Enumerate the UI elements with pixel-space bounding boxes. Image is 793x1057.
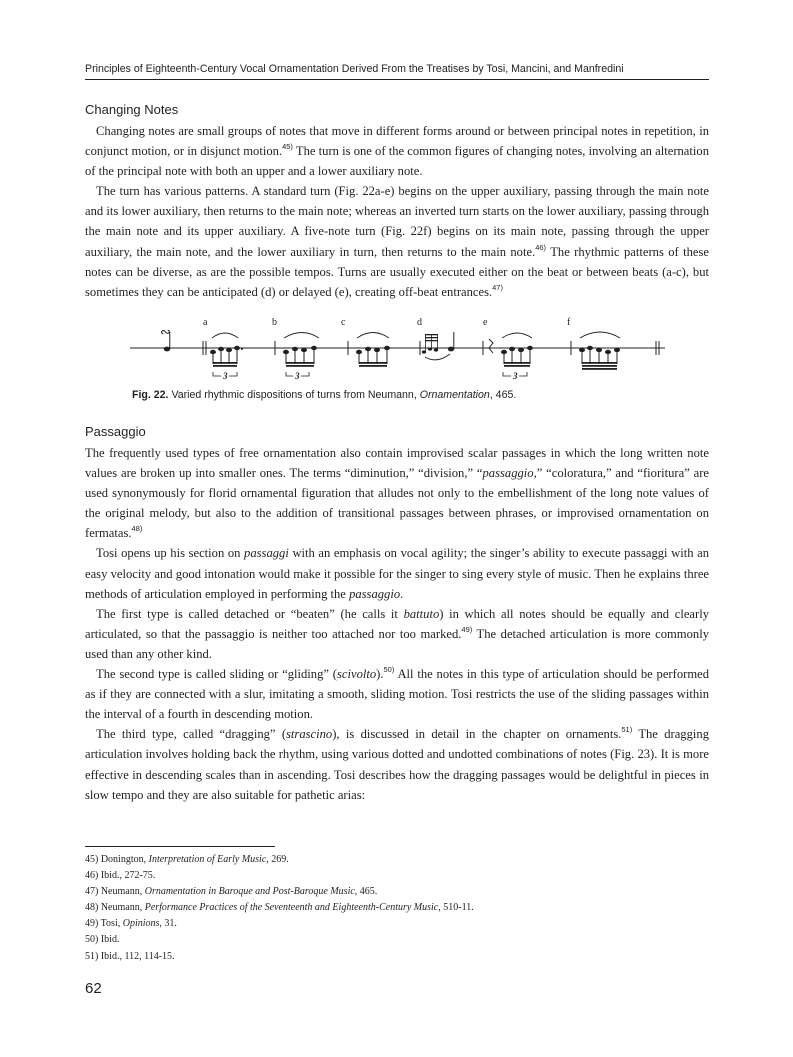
beam <box>286 365 314 367</box>
footnote-ref: 47) <box>492 282 503 292</box>
footnote-text: 48) Neumann, <box>85 902 145 914</box>
figure-22-caption <box>132 389 516 401</box>
footnote-text: , 31. <box>159 918 177 930</box>
caption-label: Fig. 22. <box>132 389 169 401</box>
footnote-title: Interpretation of Early Music <box>148 854 267 865</box>
slur <box>502 333 532 338</box>
tuplet-number: 3 <box>513 371 518 381</box>
footnote-text: 49) Tosi, <box>85 918 123 930</box>
section-title-passaggio: Passaggio <box>85 424 146 439</box>
italic-term: scivolto <box>336 667 377 682</box>
caption-text: , 465. <box>489 389 517 401</box>
figure-label: b <box>272 317 277 328</box>
beam <box>359 362 387 364</box>
beam <box>425 340 438 341</box>
text-run: The turn has various patterns. A standard turn (Fig. 22a-e) begins on the upper auxiliary, passing through the main note and its lower auxiliary, then returns to the main note; whereas an inverted turn starts on the lower auxiliary, passing through the main note and its upper auxiliary. A five-note turn (Fig. 22f) begins on its main note, passing through the upper auxiliary, the main note, and the lower auxiliary in turn, then returns to the main note. <box>85 184 709 259</box>
paragraph <box>85 604 709 664</box>
footnote-ref: 46) <box>535 242 547 252</box>
note-head <box>164 347 170 352</box>
text-run: The first type is called detached or “beaten” (he calls it <box>96 606 404 621</box>
rest <box>489 339 493 353</box>
beam <box>213 365 237 367</box>
figure-label: f <box>567 317 571 328</box>
beam <box>425 337 438 338</box>
footnote-ref: 51) <box>621 725 633 735</box>
dot <box>241 348 243 350</box>
beam <box>504 365 530 367</box>
text-run: with an emphasis on vocal agility; the singer’s ability to execute passaggi with an easy velocity and good intonation would make it possible for the singer to sing every style of music. Then he explains three methods of articulation employed in performing the <box>85 546 710 601</box>
passaggio-body <box>85 443 709 805</box>
turn-group-c <box>341 317 390 367</box>
section-title-changing-notes: Changing Notes <box>85 102 179 117</box>
footnote-text: 51) Ibid., 112, 114-15. <box>85 950 175 962</box>
beam <box>286 362 314 364</box>
text-run: The second type is called sliding or “gliding” ( <box>96 667 337 682</box>
caption-title: Ornamentation <box>419 389 490 401</box>
footnote-title: Performance Practices of the Seventeenth and Eighteenth-Century Music <box>144 902 439 914</box>
paragraph <box>85 443 709 543</box>
beam <box>359 365 387 367</box>
footnote-divider <box>85 846 275 847</box>
text-run: The detached articulation is more commonly used than any other kind. <box>85 626 709 661</box>
footnote <box>85 852 474 868</box>
turn-group-f <box>567 317 620 370</box>
italic-term: battuto <box>403 606 440 621</box>
figure-label: c <box>341 317 346 328</box>
paragraph <box>85 121 709 181</box>
footnote-text: , 465. <box>354 886 378 898</box>
footnote <box>85 900 474 916</box>
slur <box>284 333 319 339</box>
italic-term: passaggio <box>482 466 534 481</box>
text-run: . <box>400 586 404 601</box>
slur <box>425 354 450 360</box>
text-run: ). <box>376 667 384 682</box>
footnote-title: Opinions <box>122 918 160 930</box>
slur <box>580 332 620 338</box>
text-run: The frequently used types of free ornamentation also contain improvised scalar passages in which the long written note values are broken up into smaller ones. The terms “diminution,” “division,” “ <box>85 446 709 481</box>
beam <box>582 368 617 370</box>
footnote <box>85 884 474 900</box>
changing-notes-body <box>85 121 709 302</box>
footnote-title: Ornamentation in Baroque and Post-Baroque Music <box>144 886 355 898</box>
beam <box>213 362 237 364</box>
text-run: Tosi opens up his section on <box>96 546 245 561</box>
footnote-ref: 49) <box>461 624 473 634</box>
text-run: The rhythmic patterns of these notes can be diverse, as are the possible tempos. Turns are usually executed either on the beat or between beats (a-c), but sometimes they can be anticipated (d) or delayed (e), creating off-beat entrances. <box>85 244 709 299</box>
turn-group-e <box>483 317 533 381</box>
beam <box>582 362 617 364</box>
footnote-text: 50) Ibid. <box>85 934 120 946</box>
footnote-ref: 48) <box>131 524 143 534</box>
text-run: ,” “coloratura,” and “fioritura” are used synonymously for florid ornamental figuration that alludes not only to the embellishment of the long note values of the original melody, but also to the addition of transitional passages between phrases, or improvised ornamentation on fermatas. <box>85 466 709 541</box>
caption-text: Varied rhythmic dispositions of turns from Neumann, <box>168 389 420 401</box>
figure-22-music-example <box>125 312 675 384</box>
text-run: Changing notes are small groups of notes that move in different forms around or between principal notes in repetition, in conjunct motion, or in disjunct motion. <box>85 124 709 159</box>
tuplet-number: 3 <box>295 371 300 381</box>
paragraph <box>85 543 709 603</box>
text-run: All the notes in this type of articulation should be performed as if they are connected with a slur, imitating a smooth, sliding motion. Tosi restricts the use of the sliding passages within the interval of a fourth in descending motion. <box>85 667 709 722</box>
footnote-text: 46) Ibid., 272-75. <box>85 870 156 882</box>
paragraph <box>85 724 709 804</box>
beam <box>582 365 617 367</box>
beam <box>504 362 530 364</box>
note-head <box>448 347 454 352</box>
slur <box>212 333 238 338</box>
paragraph <box>85 664 709 724</box>
slur <box>357 333 389 339</box>
running-head: Principles of Eighteenth-Century Vocal Ornamentation Derived From the Treatises by Tosi, Mancini, and Manfredini <box>85 63 709 80</box>
footnotes <box>85 852 474 965</box>
footnote-text: 47) Neumann, <box>85 886 145 898</box>
footnote <box>85 949 474 965</box>
beam <box>425 334 438 335</box>
tuplet-number: 3 <box>223 371 228 381</box>
footnote <box>85 868 474 884</box>
turn-sign: ∾ <box>160 324 171 339</box>
paragraph <box>85 181 709 302</box>
italic-term: strascino <box>286 727 333 742</box>
text-run: The third type, called “dragging” ( <box>96 727 287 742</box>
page-number: 62 <box>85 980 102 997</box>
text-run: ), is discussed in detail in the chapter on ornaments. <box>332 727 622 742</box>
footnote-text: 45) Donington, <box>85 854 149 865</box>
text-run: ) in which all notes should be equally and clearly articulated, so that the passaggio is neither too attached nor too marked. <box>85 606 709 641</box>
turn-group-d <box>417 317 454 360</box>
text-run: The turn is one of the common figures of changing notes, involving an alternation of the principal note with both an upper and a lower auxiliary note. <box>85 144 709 179</box>
footnote-ref: 45) <box>282 142 293 152</box>
figure-label: d <box>417 317 422 328</box>
italic-term: passaggi <box>244 546 289 561</box>
italic-term: passaggio <box>349 586 401 601</box>
text-run: The dragging articulation involves holding back the rhythm, using various dotted and undotted combinations of notes (Fig. 23). It is more effective in descending scales than in ascending. Tosi describes how the dragging passages would be delightful in pieces in slow tempo and they are also suitable for pathetic arias: <box>85 727 709 802</box>
figure-label: a <box>203 317 208 328</box>
footnote-ref: 50) <box>383 665 395 675</box>
footnote-text: , 510-11. <box>438 902 474 914</box>
footnote <box>85 916 474 932</box>
figure-label: e <box>483 317 488 328</box>
turn-group-a <box>203 317 243 381</box>
footnote-text: , 269. <box>266 854 289 865</box>
turn-group-b <box>272 317 319 381</box>
footnote <box>85 932 474 948</box>
